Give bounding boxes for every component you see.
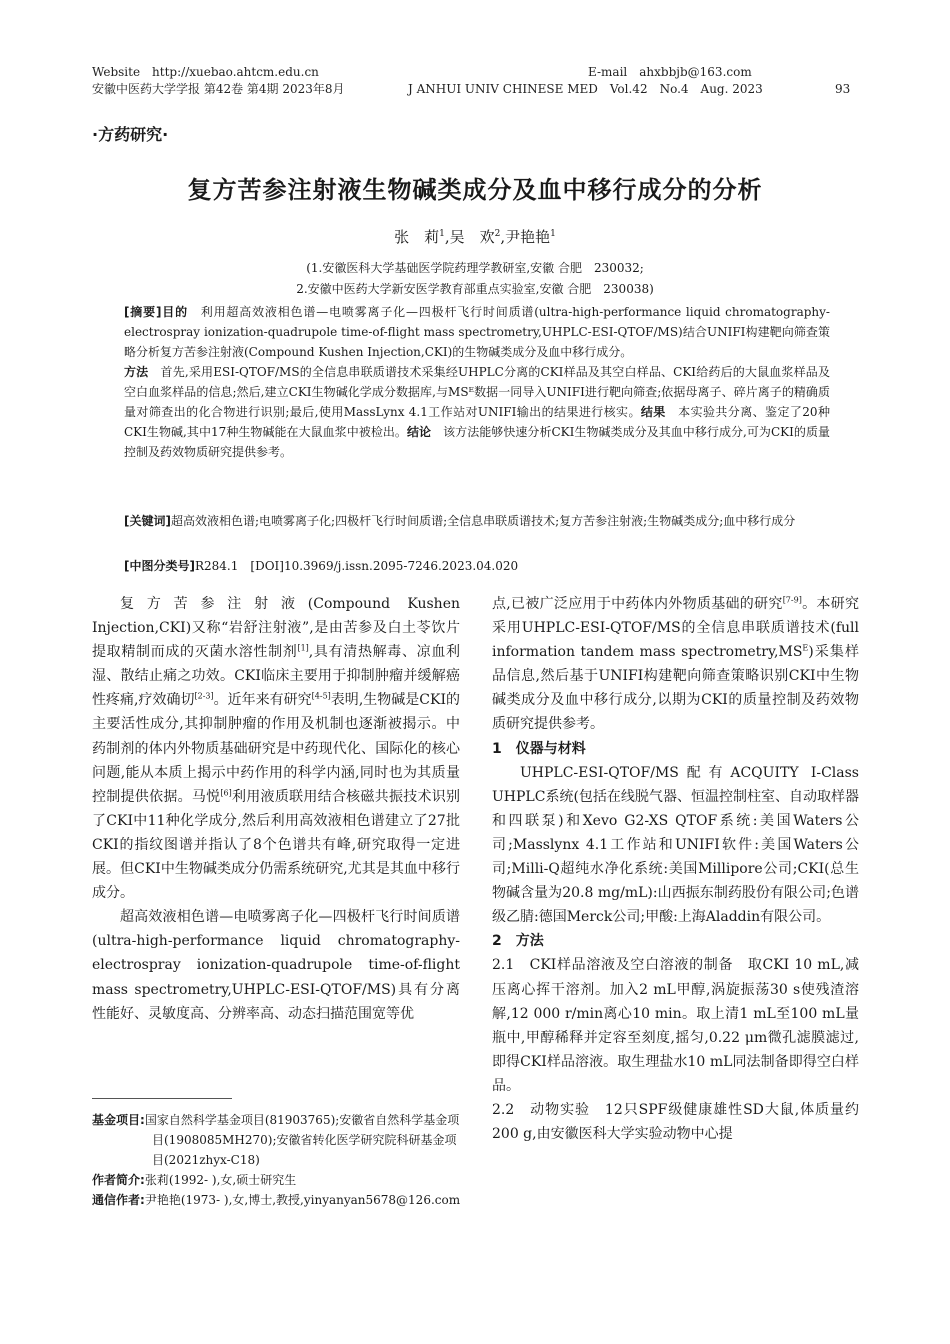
author-name: 尹艳艳 <box>505 228 551 246</box>
section-label: ·方药研究· <box>92 125 169 144</box>
author-name: 吴 欢 <box>449 228 495 246</box>
footnote-author <box>92 1170 462 1190</box>
body-paragraph <box>492 1098 859 1146</box>
footnote-correspondence <box>92 1190 462 1210</box>
doi-value: 10.3969/j.issn.2095-7246.2023.04.020 <box>283 559 519 573</box>
footnote-rule <box>92 1098 232 1099</box>
body-paragraph <box>92 592 460 905</box>
footnote-text: 张莉(1992- ),女,硕士研究生 <box>144 1173 297 1187</box>
journal-citation-cn: 安徽中医药大学学报 第42卷 第4期 2023年8月 <box>92 82 345 96</box>
abstract-purpose: 利用超高效液相色谱—电喷雾离子化—四极杆飞行时间质谱(ultra-high-performance liquid chromatography-electrospray ionization-quadrupole time-of-flight mass spectrometry,UHPLC-ESI-QTOF/MS)结合UNIFI构建靶向筛查策略分析复方苦参注射液(Compound Kushen Injection,CKI)的生物碱类成分及血中移行成分。 <box>124 305 830 359</box>
citation-ref: [4-5] <box>311 691 331 701</box>
clc-number: R284.1 <box>194 559 239 573</box>
citation-ref: [2-3] <box>194 691 214 701</box>
text-run: )采集样品信息,然后基于UNIFI构建靶向筛查策略识别CKI中生物碱类成分及血中移行成分,以期为CKI的质量控制及药效物质研究提供参考。 <box>492 644 859 733</box>
journal-email: E-mail ahxbbjb@163.com <box>588 65 752 79</box>
body-paragraph: 超高效液相色谱—电喷雾离子化—四极杆飞行时间质谱(ultra-high-performance liquid chromatography-electrospray ionization-quadrupole time-of-flight mass spectrometry,UHPLC-ESI-QTOF/MS)具有分离性能好、灵敏度高、分辨率高、动态扫描范围宽等优 <box>92 909 460 1022</box>
keywords <box>124 511 830 531</box>
affiliation-line: 2.安徽中医药大学新安医学教育部重点实验室,安徽 合肥 230038) <box>296 282 654 296</box>
abstract-results: 本实验共分离、鉴定了20种CKI生物碱,其中17种生物碱能在大鼠血浆中被检出。 <box>124 405 830 439</box>
footnotes <box>92 1110 462 1210</box>
body-paragraph <box>492 592 859 737</box>
author-name: 张 莉 <box>394 228 440 246</box>
abstract-methods: 首先,采用ESI-QTOF/MS的全信息串联质谱技术采集经UHPLC分离的CKI样品及其空白样品、CKI给药后的大鼠血浆样品及空白血浆样品的信息;然后,建立CKI生物碱化学成分数据库,与MSᴱ数据一同导入UNIFI进行靶向筛查;依据母离子、碎片离子的精确质量对筛查出的化合物进行识别;最后,使用MassLynx 4.1工作站对UNIFI输出的结果进行核实。 <box>124 365 830 419</box>
text-run: 点,已被广泛应用于中药体内外物质基础的研究 <box>492 596 783 612</box>
affiliation-line: (1.安徽医科大学基础医学院药理学教研室,安徽 合肥 230032; <box>306 261 644 275</box>
clc-label: [中图分类号] <box>124 559 195 573</box>
abstract-conclusion: 该方法能够快速分析CKI生物碱类成分及其血中移行成分,可为CKI的质量控制及药效物质研究提供参考。 <box>124 425 830 459</box>
body-right-column <box>492 592 859 1146</box>
text-run: 表明,生物碱是CKI的主要活性成分,其抑制肿瘤的作用及机制也逐渐被揭示。中药制剂的体内外物质基础研究是中药现代化、国际化的核心问题,能从本质上揭示中药作用的科学内涵,同时也为其质量控制提供依据。马悦 <box>92 692 460 805</box>
section-heading: 2 方法 <box>492 933 544 950</box>
keywords-label: [关键词] <box>124 514 171 528</box>
body-paragraph <box>492 953 859 1098</box>
abstract-conclusion-label: 结论 <box>406 425 432 439</box>
footnote-label: 通信作者: <box>92 1193 145 1207</box>
author-affil-mark: 1 <box>550 229 556 239</box>
text-run: 。本研究采用UHPLC-ESI-QTOF/MS的全信息串联质谱技术(full information tandem mass spectrometry,MS <box>492 596 859 661</box>
footnote-fund <box>92 1110 462 1170</box>
body-paragraph: UHPLC-ESI-QTOF/MS配有ACQUITY I-Class UHPLC系统(包括在线脱气器、恒温控制柱室、自动取样器和四联泵)和Xevo G2-XS QTOF系统:美国Waters公司;Masslynx 4.1工作站和UNIFI软件:美国Waters公司;Milli-Q超纯水净化系统:美国Millipore公司;CKI(总生物碱含量为20.8 mg/mL):山西振东制药股份有限公司;色谱级乙腈:德国Merck公司;甲酸:上海Aladdin有限公司。 <box>492 764 859 926</box>
subsection-heading: 2.1 CKI样品溶液及空白溶液的制备 <box>492 957 734 974</box>
author-affil-mark: 2 <box>494 229 501 239</box>
abstract-purpose-label: 目的 <box>161 305 188 319</box>
superscript: E <box>802 643 809 653</box>
footnote-text: 尹艳艳(1973- ),女,博士,教授,yinyanyan5678@126.com <box>144 1193 461 1207</box>
article-title: 复方苦参注射液生物碱类成分及血中移行成分的分析 <box>187 176 763 204</box>
citation-ref: [7-9] <box>782 595 802 605</box>
text-run: ,具有清热解毒、凉血利湿、散结止痛之功效。CKI临床主要用于抑制肿瘤并缓解癌性疼痛,疗效确切 <box>92 644 460 709</box>
text-run: 利用液质联用结合核磁共振技术识别了CKI中11种化学成分,然后利用高效液相色谱建立了27批CKI的指纹图谱并指认了8个色谱共有峰,研究取得一定进展。但CKI中生物碱类成分仍需系统研究,尤其是其血中移行成分。 <box>92 788 461 902</box>
subsection-heading: 2.2 动物实验 <box>492 1101 590 1118</box>
page-number: 93 <box>835 82 851 96</box>
journal-website: Website http://xuebao.ahtcm.edu.cn <box>92 65 319 79</box>
footnote-label: 基金项目: <box>92 1113 145 1127</box>
keywords-text: 超高效液相色谱;电喷雾离子化;四极杆飞行时间质谱;全信息串联质谱技术;复方苦参注射液;生物碱类成分;血中移行成分 <box>170 514 796 528</box>
text-run: 。近年来有研究 <box>213 692 312 709</box>
text-run: 12只SPF级健康雄性SD大鼠,体质量约200 g,由安徽医科大学实验动物中心提 <box>492 1101 860 1143</box>
body-left-column <box>92 592 460 1026</box>
footnote-label: 作者简介: <box>92 1173 145 1187</box>
citation-ref: [6] <box>220 788 232 798</box>
footnote-text: 国家自然科学基金项目(81903765);安徽省自然科学基金项目(1908085MH270);安徽省转化医学研究院科研基金项目(2021zhyx-C18) <box>144 1113 460 1167</box>
abstract-label: [摘要] <box>124 305 162 319</box>
section-heading: 1 仪器与材料 <box>492 740 586 757</box>
classification-line <box>124 556 830 576</box>
doi-label: [DOI] <box>250 559 284 573</box>
author-affil-mark: 1 <box>439 229 445 239</box>
citation-ref: [1] <box>297 643 309 653</box>
abstract-methods-label: 方法 <box>124 365 149 379</box>
author-list: 张 莉$^1$,吴 欢$^2$,尹艳艳$^1$ <box>394 228 556 246</box>
text-run: 复方苦参注射液(Compound Kushen Injection,CKI)又称“岩舒注射液”,是由苦参及白土苓饮片提取精制而成的灭菌水溶性制剂 <box>92 596 460 661</box>
journal-citation-en: J ANHUI UNIV CHINESE MED Vol.42 No.4 Aug. 2023 <box>408 82 763 96</box>
text-run: 取CKI 10 mL,减压离心挥干溶剂。加入2 mL甲醇,涡旋振荡30 s使残渣溶解,12 000 r/min离心10 min。取上清1 mL至100 mL量瓶中,甲醇稀释并定容至刻度,摇匀,0.22 μm微孔滤膜滤过,即得CKI样品溶液。取生理盐水10 mL同法制备即得空白样品。 <box>492 957 859 1094</box>
abstract <box>124 302 830 462</box>
abstract-results-label: 结果 <box>640 405 666 419</box>
